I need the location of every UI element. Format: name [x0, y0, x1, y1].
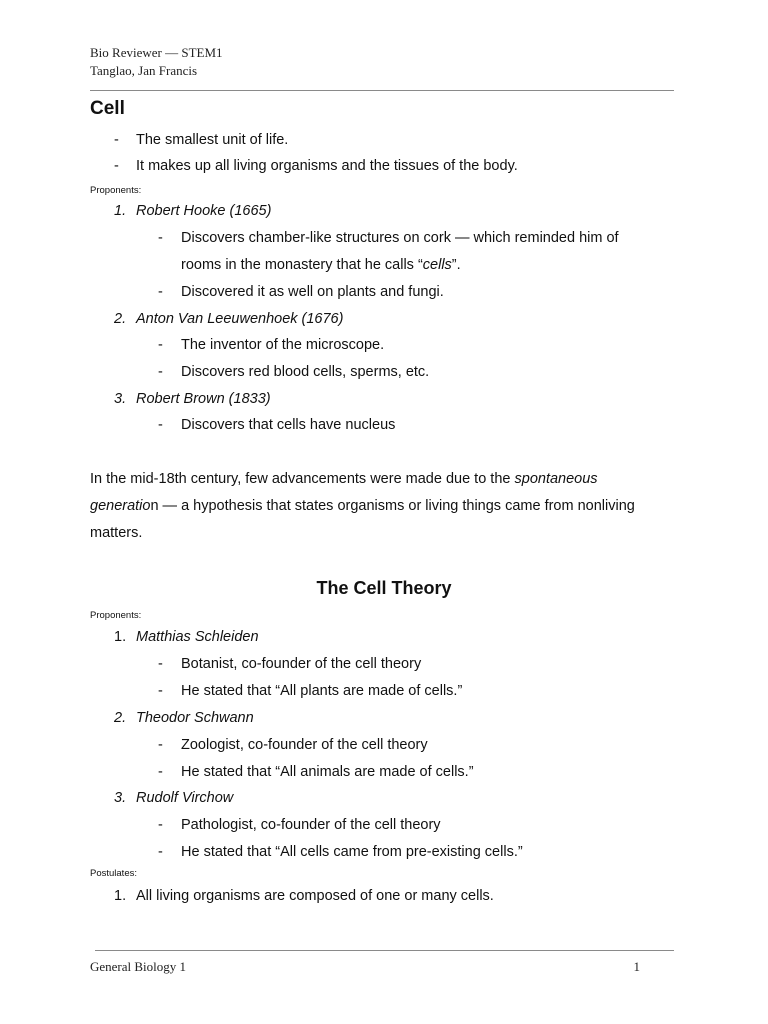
- proponent-name-schleiden: Matthias Schleiden: [136, 629, 259, 645]
- section-title-cell-theory: The Cell Theory: [316, 578, 452, 598]
- postulate-number: 1.: [114, 888, 127, 904]
- brown-point-1: Discovers that cells have nucleus: [181, 417, 396, 433]
- proponent-name-hooke: Robert Hooke (1665): [136, 203, 272, 219]
- virchow-point-1: Pathologist, co-founder of the cell theory: [181, 817, 441, 833]
- bullet-dash: -: [158, 764, 163, 780]
- text-run: In the mid-18th century, few advancements were made due to the: [90, 471, 515, 487]
- proponent-name-schwann: Theodor Schwann: [136, 710, 254, 726]
- bullet-dash: -: [158, 230, 163, 246]
- header-divider: [90, 90, 674, 91]
- leeuwenhoek-point-2: Discovers red blood cells, sperms, etc.: [181, 364, 430, 380]
- postulate-text-1: All living organisms are composed of one or many cells.: [136, 888, 494, 904]
- paragraph-line-1: [90, 470, 598, 488]
- bullet-dash: -: [158, 417, 163, 433]
- schwann-point-2: He stated that “All animals are made of cells.”: [181, 764, 474, 780]
- proponent-number: 2.: [114, 311, 127, 327]
- hooke-point-1-line2: [181, 256, 461, 274]
- text-run-italic: cells: [422, 257, 452, 273]
- postulates-label: Postulates:: [90, 868, 137, 879]
- proponent-number: 1.: [114, 629, 127, 645]
- text-run-italic: spontaneous: [514, 471, 598, 487]
- proponent-number: 3.: [114, 391, 127, 407]
- bullet-dash: -: [158, 844, 163, 860]
- proponent-number: 2.: [114, 710, 127, 726]
- proponents-label: Proponents:: [90, 610, 142, 621]
- hooke-point-2: Discovered it as well on plants and fungi.: [181, 284, 444, 300]
- paragraph-line-2: [90, 497, 635, 515]
- bullet-dash: -: [158, 364, 163, 380]
- bullet-dash: -: [158, 656, 163, 672]
- proponent-name-leeuwenhoek: Anton Van Leeuwenhoek (1676): [136, 311, 344, 327]
- text-run: rooms in the monastery that he calls “: [181, 257, 423, 273]
- text-run-italic: generatio: [90, 498, 151, 514]
- header-title: Bio Reviewer — STEM1: [90, 45, 223, 60]
- bullet-dash: -: [114, 158, 119, 174]
- bullet-dash: -: [158, 284, 163, 300]
- text-run: n — a hypothesis that states organisms or living things came from nonliving: [150, 498, 635, 514]
- virchow-point-2: He stated that “All cells came from pre-existing cells.”: [181, 844, 523, 860]
- header-author: Tanglao, Jan Francis: [90, 63, 198, 78]
- bullet-dash: -: [158, 817, 163, 833]
- bullet-dash: -: [158, 337, 163, 353]
- proponent-number: 1.: [114, 203, 127, 219]
- schwann-point-1: Zoologist, co-founder of the cell theory: [181, 737, 428, 753]
- schleiden-point-2: He stated that “All plants are made of cells.”: [181, 683, 463, 699]
- hooke-point-1-line1: Discovers chamber-like structures on cork — which reminded him of: [181, 230, 619, 246]
- section-title-cell: Cell: [90, 98, 125, 119]
- proponent-name-brown: Robert Brown (1833): [136, 391, 271, 407]
- footer-course: General Biology 1: [90, 959, 187, 974]
- footer-divider: [95, 950, 674, 951]
- proponents-label: Proponents:: [90, 185, 142, 196]
- footer-page-number: 1: [633, 959, 640, 974]
- text-run: ”.: [451, 257, 461, 273]
- leeuwenhoek-point-1: The inventor of the microscope.: [181, 337, 385, 353]
- bullet-dash: -: [114, 132, 119, 148]
- bullet-dash: -: [158, 737, 163, 753]
- proponent-name-virchow: Rudolf Virchow: [136, 790, 234, 806]
- schleiden-point-1: Botanist, co-founder of the cell theory: [181, 656, 422, 672]
- proponent-number: 3.: [114, 790, 127, 806]
- paragraph-line-3: matters.: [90, 525, 143, 541]
- cell-bullet-2: It makes up all living organisms and the tissues of the body.: [136, 158, 518, 174]
- bullet-dash: -: [158, 683, 163, 699]
- document-header: [90, 44, 223, 80]
- cell-bullet-1: The smallest unit of life.: [136, 132, 289, 148]
